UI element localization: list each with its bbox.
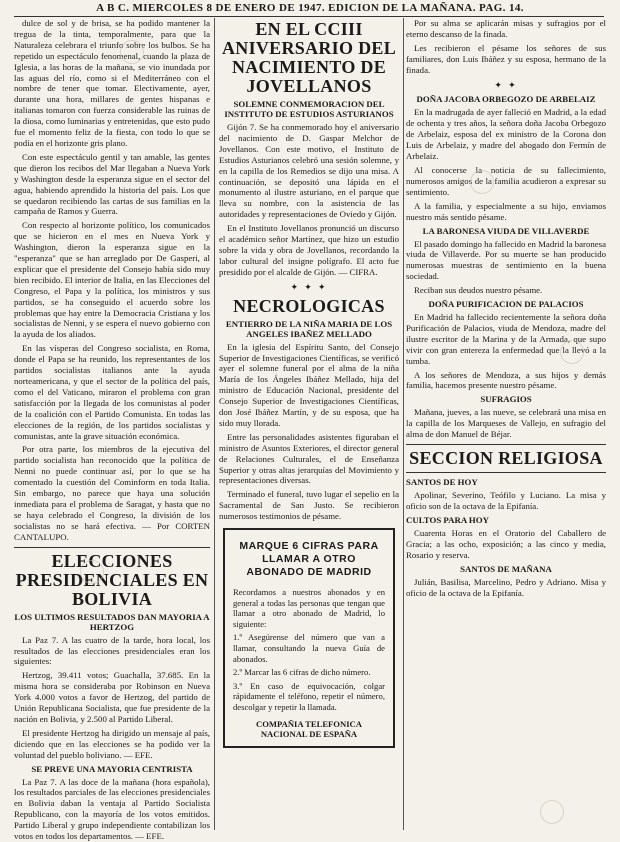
column-right (406, 18, 606, 832)
article-paragraph: A la familia, y especialmente a su hijo, enviamos nuestro más sentido pésame. (406, 200, 606, 222)
article-paragraph: En Madrid ha fallecido recientemente la señora doña Purificación de Palacios, viuda de Mendoza, madre del ilustre escritor de la Marina y de la Armada, que supo vivir con gran entereza la enfermedad que la llevó a la tumba. (406, 312, 606, 366)
ad-paragraph: 1.º Asegúrense del número que van a llamar, consultando la nueva Guía de abonados. (233, 632, 385, 664)
article-paragraph: Apolinar, Severino, Teófilo y Luciano. La misa y oficio son de la octava de la Epifanía. (406, 490, 606, 511)
article-paragraph: Reciban sus deudos nuestro pésame. (414, 285, 543, 296)
library-stamp-mark (560, 340, 584, 364)
subheadline: CULTOS PARA HOY (406, 514, 489, 525)
telefonica-ad-box (223, 528, 395, 748)
headline-jovellanos: EN EL CCIII ANIVERSARIO DEL NACIMIENTO DE JOVELLANOS (221, 19, 397, 96)
article-paragraph: La Paz 7. A las cuatro de la tarde, hora local, los resultados de las elecciones presidenciales eran los siguientes: (14, 634, 210, 667)
subheadline: SE PREVE UNA MAYORIA CENTRISTA (31, 763, 193, 774)
column-left (14, 18, 210, 842)
article-paragraph: En el Instituto Jovellanos pronunció un discurso el académico señor Martínez, que hizo un estudio sobre la vida y obra de Jovellanos, recordando la labor cultural del insigne polígrafo. El acto fue presidido por el alcalde de Gijón. — CIFRA. (219, 223, 399, 277)
article-paragraph: Por su alma se aplicarán misas y sufragios por el eterno descanso de la finada. (406, 18, 606, 39)
article-paragraph: Julián, Basilisa, Marcelino, Pedro y Adriano. Misa y oficio de la octava de la Epifanía. (406, 576, 606, 598)
subheadline: ENTIERRO DE LA NIÑA MARIA DE LOS ANGELES IBAÑEZ MELLADO (225, 318, 393, 339)
subheadline: SANTOS DE HOY (406, 477, 478, 488)
library-stamp-mark (540, 800, 564, 824)
ad-paragraph: 3.º En caso de equivocación, colgar rápidamente el teléfono, repetir el número, descolgar y repetir la llamada. (233, 680, 385, 713)
article-paragraph: Gijón 7. Se ha conmemorado hoy el aniversario del nacimiento de D. Gaspar Melchor de Jovellanos. Con este motivo, el Instituto de Estudios Asturianos celebró una sesión solemne, y en la capilla de los Remedios se dijo una misa. A continuación, se depositó una lápida en el monumento al ilustre asturiano, en el parque que lleva su nombre, con la asistencia de las autoridades y representaciones de Oviedo y Gijón. (219, 122, 399, 220)
article-paragraph: Con este espectáculo gentil y tan amable, las gentes que dieron los recibos del Mar llegaban a Nueva York y Washington desde la esperanza sigue en el sector del agua, habiendo aprendido la historia del país. Los que se quedaron recibiendo las cartas de sus familias en la campaña de Ramos y Guerra. (14, 151, 210, 217)
article-paragraph: En la iglesia del Espíritu Santo, del Consejo Superior de Investigaciones Científicas, se verificó ayer el solemne funeral por el alma de la niña María de los Ángeles Ibáñez Mellado, hija del ministro de Educación Nacional, presidente del Consejo Superior de Investigaciones Científicas, don José Ibáñez Martín, y de su esposa, que ha sido muy llorada. (219, 341, 399, 428)
ad-signature: COMPAÑIA TELEFONICA NACIONAL DE ESPAÑA (256, 718, 362, 740)
divider (14, 547, 210, 548)
article-paragraph: El pasado domingo ha fallecido en Madrid la baronesa viuda de Villaverde. Por su muerte se han producido numerosas muestras de sentimiento en la buena sociedad. (406, 238, 607, 282)
library-stamp-mark (80, 560, 104, 584)
article-paragraph: Por otra parte, los miembros de la ejecutiva del partido socialista han reconocido que la política de Nenni no puede continuar así, por lo que se ha comentado la cuestión del Cominform en toda Italia. Sin embargo, no parece que haya una solución inmediata para el problema de Saragat, y hasta que no se haya celebrado el Congreso, la división de los socialistas no se hará efectiva. — Por CORTEN CANTALUPO. (14, 444, 210, 542)
subheadline: SUFRAGIOS (480, 394, 532, 405)
article-paragraph: Con respecto al horizonte político, los comunicados que se hicieron en el mes en Nueva York y Washington, dieron la esperanza sigue en la "esperanza" que se han arreglado por De Gasperi, al explicar que el presidente del Consejo había sido muy bien recibido. El interior de Italia, en las Elecciones del Congreso, el Papa y la política, los ministros y sus partidos, se ha conseguido el acuerdo sobre los problemas que hay entre la Democracia Cristiana y los socialistas de Nenni, y se espera el nuevo gobierno con la ayuda de los aliados. (14, 220, 210, 340)
subheadline: LOS ULTIMOS RESULTADOS DAN MAYORIA A HERTZOG (14, 611, 210, 632)
article-paragraph: A los señores de Mendoza, a sus hijos y demás familia, hacemos presente nuestro pésame. (406, 369, 606, 391)
library-stamp-mark (120, 40, 144, 64)
article-paragraph: Cuarenta Horas en el Oratorio del Caballero de Gracia; a las ocho, exposición; a las cinco y media, Rosario y reserva. (406, 527, 606, 560)
headline-necrologicas: NECROLOGICAS (233, 295, 385, 316)
article-paragraph: Al conocerse la noticia de su fallecimiento, numerosos amigos de la familia acudieron a expresar su sentimiento. (406, 164, 606, 197)
article-paragraph: La Paz 7. A las doce de la mañana (hora española), los resultados parciales de las elecciones presidenciales en Bolivia daban la ventaja al Partido Socialista Republicano, con la mayoría de los votos emitidos. Partido Liberal y grupo independiente contabilizan los votos en todos los departamentos. — EFE. (14, 776, 210, 842)
article-paragraph: Terminado el funeral, tuvo lugar el sepelio en la Sacramental de San Justo. Se recibieron numerosos testimonios de pésame. (219, 489, 399, 522)
ornament-divider: ✦ ✦ (494, 79, 518, 90)
ornament-divider: ✦ ✦ ✦ (290, 281, 328, 292)
article-paragraph: dulce de sol y de brisa, se ha podido mantener la tregua de la tinta, temporalmente, para que la Naturaleza celebrara el triunfo sobre los bulbos. Se ha repetido un espectáculo fenomenal, cuando la plaza de Iglesia, a las horas de la mañana, se vio inundada por las aguas del río, como si el Mediterráneo con el nombre de tener que tomar. Electivamente, ayer, durante una hora, millares de gentes hispanas e italianas tomaron con fuerza considerable las ruinas de la diosa, como luminarias y entretenidas, que esto pudo fue el momento feliz de la fiesta, con todo lo que se podía en el horizonte gris plano. (14, 18, 210, 148)
column-middle (219, 18, 399, 832)
article-paragraph: Mañana, jueves, a las nueve, se celebrará una misa en la capilla de los Marqueses de Vallejo, en sufragio del alma de don Manuel de Béjar. (406, 407, 606, 440)
ad-paragraph: Recordamos a nuestros abonados y en general a todas las personas que tengan que llamar a otro abonado de Madrid, lo siguiente: (233, 587, 385, 629)
headline-elecciones: ELECCIONES PRESIDENCIALES EN BOLIVIA (15, 550, 209, 609)
library-stamp-mark (470, 170, 494, 194)
ad-paragraph: 2.º Marcar las 6 cifras de dicho número. (233, 667, 371, 678)
article-paragraph: En las vísperas del Congreso socialista, en Roma, donde el Papa se ha reunido, los representantes de los partidos socialistas italianos ante la ayuda norteamericana, y que el sector de la política del país, como el del Vaticano, miraron el problema con gran satisfacción por la llegada de los comunistas al poder de la coalición con el Partido Comunista. En todas las elecciones de la región, de los partidos socialistas y comunistas, ante la grave situación económica. (14, 343, 210, 441)
article-paragraph: Hertzog, 39.411 votos; Guachalla, 37.685. En la misma hora se consideraba por Robinson en Nueva York 4.000 votos a favor de Hertzog, del partido de Unión Republicana Socialista, que fue presidente de la nación en Bolivia, y 2.500 al Partido Liberal. (14, 670, 210, 724)
subheadline: SANTOS DE MAÑANA (460, 563, 552, 574)
subheadline: LA BARONESA VIUDA DE VILLAVERDE (422, 225, 590, 236)
column-divider (403, 18, 404, 830)
article-paragraph: Les recibieron el pésame los señores de sus familiares, don Luis Ibáñez y su esposa, hermano de la finada. (406, 42, 606, 75)
column-divider (214, 18, 215, 830)
article-paragraph: El presidente Hertzog ha dirigido un mensaje al país, diciendo que en las elecciones se ha podido ver la voluntad del pueblo boliviano. — EFE. (14, 727, 210, 760)
headline-seccion-religiosa: SECCION RELIGIOSA (409, 448, 603, 469)
article-paragraph: Entre las personalidades asistentes figuraban el ministro de Asuntos Exteriores, el director general de Relaciones Culturales, el de Enseñanza Superior y otras altas jerarquías del Movimiento y representaciones diversas. (219, 431, 399, 486)
divider (406, 472, 606, 473)
ad-title: MARQUE 6 CIFRAS PARA LLAMAR A OTRO ABONADO DE MADRID (239, 540, 379, 579)
subheadline: SOLEMNE CONMEMORACION DEL INSTITUTO DE ESTUDIOS ASTURIANOS (224, 99, 394, 119)
subheadline: DOÑA PURIFICACION DE PALACIOS (428, 299, 584, 310)
page-header: A B C. MIERCOLES 8 DE ENERO DE 1947. EDICION DE LA MAÑANA. PAG. 14. (96, 2, 524, 14)
divider (406, 444, 606, 445)
subheadline: DOÑA JACOBA ORBEGOZO DE ARBELAIZ (416, 94, 596, 105)
header-rule (14, 16, 604, 17)
article-paragraph: En la madrugada de ayer falleció en Madrid, a la edad de ochenta y tres años, la señora doña Jacoba Orbegozo de Arbelaiz, esposa del ex ministro de la Corona don Luis de Arbelaiz, y madre del abogado don Fermín de Arbelaiz. (406, 107, 606, 162)
